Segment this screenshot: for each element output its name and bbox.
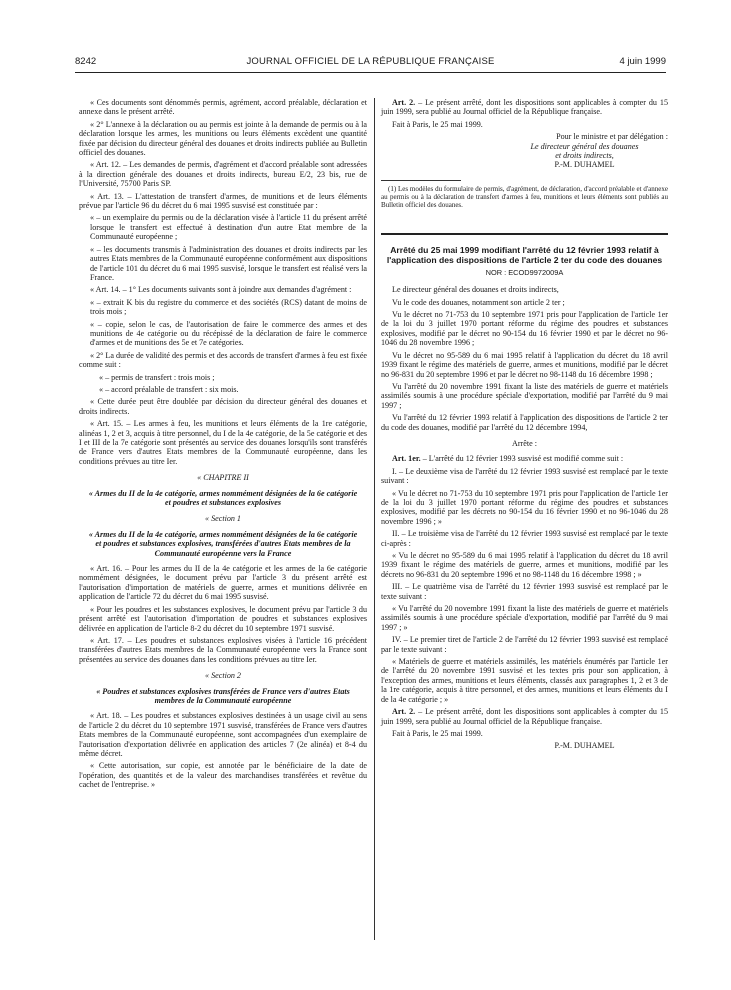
article-paragraph [381, 707, 668, 726]
signature-line: Le directeur général des douanes [530, 141, 639, 151]
paragraph: « Art. 15. – Les armes à feu, les munitions et leurs éléments de la 1re catégorie, alinéas 1, 2 et 3, acquis à titre personnel, du I de la 4e catégorie, de la 5e catégorie et des I et III de la 7e catégorie sont présentés au service des douanes lorsqu'ils sont transférés de France vers d'autres Etats membres de la Communauté européenne, dans les conditions prévues au titre Ier. [79, 419, 367, 466]
paragraph: « Pour les poudres et les substances explosives, le document prévu par l'article 3 du présent arrêté est l'autorisation d'importation de poudres et substances explosives délivrée en application de l'article 8-2 du décret du 10 septembre 1971 susvisé. [79, 604, 367, 633]
list-item: « – un exemplaire du permis ou de la déclaration visée à l'article 11 du présent arrêté lorsque le transfert est effectué à destination d'un autre Etat membre de la Communauté européenne ; [90, 213, 367, 242]
list-item: « – extrait K bis du registre du commerce et des sociétés (RCS) datant de moins de trois mois ; [90, 297, 367, 317]
signature-line: et droits indirects, [555, 151, 614, 161]
paragraph: Le directeur général des douanes et droits indirects, [392, 285, 559, 295]
section-heading: « Section 2 [205, 671, 241, 681]
article-text: – Le présent arrêté, dont les dispositions sont applicables à compter du 15 juin 1999, sera publié au Journal officiel de la République française. [381, 98, 668, 117]
paragraph: « 2° La durée de validité des permis et des accords de transfert d'armes à feu est fixée comme suit : [79, 350, 367, 370]
section-title: « Armes du II de la 4e catégorie, armes nommément désignées de la 6e catégorie et poudres et substances explosives, transférées d'autres Etats membres de la Communauté européenne vers la France [88, 529, 358, 558]
paragraph: Vu le décret no 71-753 du 10 septembre 1971 pris pour l'application de l'article 1er de la loi du 3 juillet 1970 portant réforme du régime des poudres et substances explosives, modifié par le décret no 90-154 du 16 février 1990 et par le décret no 96-1046 du 28 novembre 1996 ; [381, 310, 668, 348]
paragraph: « Cette autorisation, sur copie, est annotée par le bénéficiaire de la date de l'opération, des quantités et de la valeur des marchandises transférées et revêtue du cachet de l'entreprise. » [79, 761, 367, 790]
paragraph: « Vu l'arrêté du 20 novembre 1991 fixant la liste des matériels de guerre et matériels assimilés soumis à une procédure spéciale d'exportation, modifié par l'arrêté du 9 mai 1997 ; » [381, 604, 668, 632]
list-item: « – copie, selon le cas, de l'autorisation de faire le commerce des armes et des munitions de 4e catégorie ou du récépissé de la déclaration de faire le commerce d'armes et de munitions des 5e et 7e catégories. [90, 319, 367, 348]
chapter-heading: « CHAPITRE II [197, 473, 249, 483]
article-paragraph [381, 454, 668, 463]
article-label: Art. 1er. [392, 454, 421, 464]
list-item: « – accord préalable de transfert : six mois. [99, 384, 239, 394]
paragraph: « Matériels de guerre et matériels assimilés, les matériels énumérés par l'article 1er de l'arrêté du 20 novembre 1991 susvisé et les textes pris pour son application, à l'exception des armes, munitions et leurs éléments, classés aux paragraphes 1, 2 et 3 de la 1re catégorie, acquis à titre personnel, et des armes, munitions et leurs éléments du I de la 4e catégorie ; » [381, 657, 668, 704]
nor-reference: NOR : ECOD9972009A [485, 267, 564, 277]
section-heading: « Section 1 [205, 514, 241, 524]
paragraph: Vu le code des douanes, notamment son article 2 ter ; [392, 297, 565, 307]
section-title: « Poudres et substances explosives transférées de France vers d'autres Etats membres de la Communauté européenne [96, 686, 350, 705]
paragraph: Vu l'arrêté du 20 novembre 1991 fixant la liste des matériels de guerre et matériels assimilés soumis à une procédure spéciale d'exportation, modifié par l'arrêté du 9 mai 1997 ; [381, 381, 668, 410]
list-item: « – permis de transfert : trois mois ; [99, 372, 215, 382]
paragraph: « Ces documents sont dénommés permis, agrément, accord préalable, déclaration et annexe dans le présent arrêté. [79, 98, 367, 117]
article-text: – L'arrêté du 12 février 1993 susvisé est modifié comme suit : [420, 454, 624, 464]
list-item: « – les documents transmis à l'administration des douanes et droits indirects par les autres Etats membres de la Communauté européenne conformément aux dispositions de l'article 101 du décret du 6 mai 1995 susvisé, lorsque le transfert est réalisé vers la France. [90, 244, 367, 282]
paragraph: III. – Le quatrième visa de l'arrêté du 12 février 1993 susvisé est remplacé par le texte suivant : [381, 582, 668, 601]
paragraph: Vu le décret no 95-589 du 6 mai 1995 relatif à l'application du décret du 18 avril 1939 fixant le régime des matériels de guerre, armes et munitions, modifié par le décret no 96-831 du 20 septembre 1996 et par le décret no 98-1148 du 16 décembre 1998 ; [381, 350, 668, 379]
column-separator [374, 98, 375, 940]
signatory-name: P.-M. DUHAMEL [554, 741, 615, 751]
paragraph: « Art. 13. – L'attestation de transfert d'armes, de munitions et de leurs éléments prévue par l'article 96 du décret du 6 mai 1995 susvisé est constituée par : [79, 191, 367, 211]
left-column [79, 98, 367, 793]
right-column [381, 98, 668, 757]
paragraph: « Art. 14. – 1° Les documents suivants sont à joindre aux demandes d'agrément : [90, 285, 352, 295]
signatory-name: P.-M. DUHAMEL [554, 160, 615, 170]
article-paragraph [381, 98, 668, 117]
paragraph: « Art. 12. – Les demandes de permis, d'agrément et d'accord préalable sont adressées à la direction générale des douanes et droits indirects, bureau E/2, 23 bis, rue de l'Université, 75700 Paris SP. [79, 160, 367, 189]
signature-line: Pour le ministre et par délégation : [556, 132, 668, 142]
paragraph: Vu l'arrêté du 12 février 1993 relatif à l'application des dispositions de l'article 2 ter du code des douanes, modifié par l'arrêté du 12 décembre 1994, [381, 413, 668, 432]
paragraph: « Art. 16. – Pour les armes du II de la 4e catégorie et les armes de la 6e catégorie nommément désignées, le document prévu par l'article 3 du présent arrêté est l'autorisation d'importation de matériels de guerre, armes et munitions délivrée en application de l'article 72 du décret du 6 mai 1995 susvisé. [79, 564, 367, 602]
article-label: Art. 2. [392, 98, 416, 107]
issue-date: 4 juin 1999 [619, 56, 666, 67]
article-text: – Le présent arrêté, dont les dispositions sont applicables à compter du 15 juin 1999, sera publié au Journal officiel de la République française. [381, 707, 668, 726]
paragraph: IV. – Le premier tiret de l'article 2 de l'arrêté du 12 février 1993 susvisé est remplacé par le texte suivant : [381, 635, 668, 654]
place-date: Fait à Paris, le 25 mai 1999. [392, 119, 483, 129]
paragraph: « Vu le décret no 95-589 du 6 mai 1995 relatif à l'application du décret du 18 avril 1939 fixant le régime des matériels de guerre, armes et munitions, modifié par les décrets no 96-831 du 20 septembre 1996 et no 98-1148 du 16 décembre 1998 ; » [381, 551, 668, 579]
chapter-title: « Armes du II de la 4e catégorie, armes nommément désignées de la 6e catégorie et poudres et substances explosives [88, 488, 358, 508]
paragraph: « Vu le décret no 71-753 du 10 septembre 1971 pris pour l'application de l'article 1er de la loi du 3 juillet 1970 portant réforme du régime des poudres et substances explosives, modifié par les décrets no 90-154 du 16 février 1990 et no 96-1046 du 28 novembre 1996 ; » [381, 488, 668, 526]
paragraph: II. – Le troisième visa de l'arrêté du 12 février 1993 susvisé est remplacé par le texte ci-après : [381, 529, 668, 548]
header-rule [75, 72, 666, 73]
place-date: Fait à Paris, le 25 mai 1999. [392, 728, 483, 738]
decree-title: Arrêté du 25 mai 1999 modifiant l'arrêté du 12 février 1993 relatif à l'application des dispositions de l'article 2 ter du code des douanes [386, 244, 663, 265]
paragraph: « Art. 18. – Les poudres et substances explosives destinées à un usage civil au sens de l'article 2 du décret du 10 septembre 1971 susvisé, transférées de France vers d'autres Etats membres de la Communauté européenne, sont accompagnées d'un exemplaire de l'autorisation d'exportation délivrée en application des articles 7 (2e alinéa) et 8-4 du même décret. [79, 711, 367, 758]
arrete-heading: Arrête : [512, 438, 537, 448]
paragraph: « Cette durée peut être doublée par décision du directeur général des douanes et droits indirects. [79, 397, 367, 416]
paragraph: I. – Le deuxième visa de l'arrêté du 12 février 1993 susvisé est remplacé par le texte suivant : [381, 466, 668, 486]
article-label: Art. 2. [392, 707, 416, 717]
footnote: (1) Les modèles du formulaire de permis, d'agrément, de déclaration, d'accord préalable et d'annexe au permis ou à la déclaration de transfert d'armes à feu, munitions et leurs éléments sont publiés au Bulletin officiel des douanes. [381, 184, 668, 209]
section-rule [381, 233, 668, 235]
journal-title: JOURNAL OFFICIEL DE LA RÉPUBLIQUE FRANÇAISE [246, 56, 495, 67]
paragraph: « 2° L'annexe à la déclaration ou au permis est jointe à la demande de permis ou à la déclaration lorsque les armes, les munitions ou leurs éléments excèdent une quantité fixée par décision du directeur général des douanes et droits indirects publiée au Bulletin officiel des douanes. [79, 119, 367, 158]
page-header [75, 56, 666, 70]
paragraph: « Art. 17. – Les poudres et substances explosives visées à l'article 16 précédent transférées d'autres Etats membres de la Communauté européenne vers la France sont présentées au service des douanes dans les conditions prévues au titre Ier. [79, 635, 367, 664]
footnote-rule [381, 180, 461, 181]
page-number: 8242 [75, 56, 97, 67]
